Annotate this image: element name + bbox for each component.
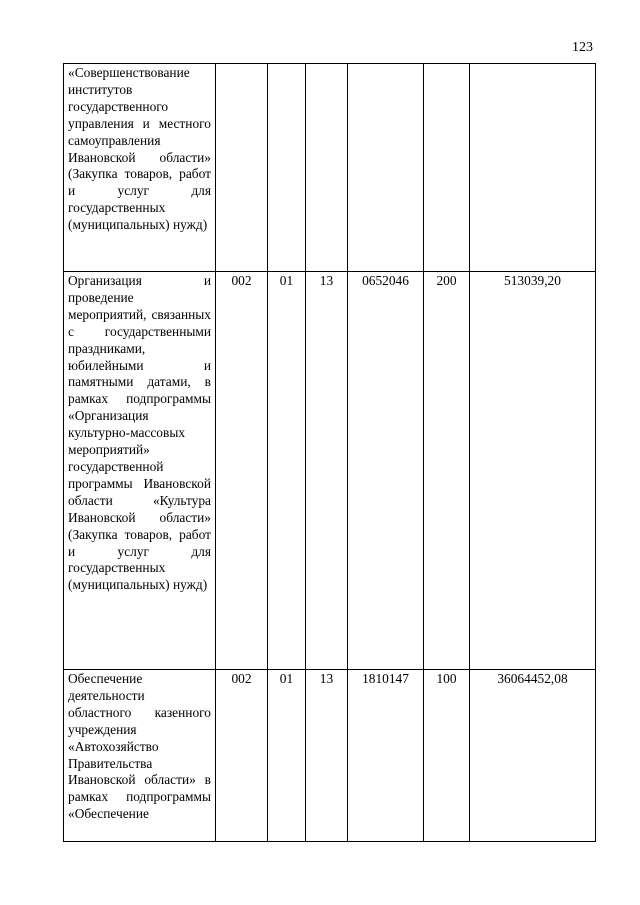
section-code (268, 64, 306, 272)
amount (470, 64, 596, 272)
amount: 36064452,08 (470, 670, 596, 842)
expense-type-code: 200 (424, 272, 470, 670)
row-description: Организация и проведение мероприятий, связанных с государственными праздниками, юбилейными и памятными датами, в рамках подпрограммы «Организация культурно-массовых мероприятий» государственной программы Ивановской области «Культура Ивановской области» (Закупка товаров, работ и услуг для государственных (муниципальных) нужд) (64, 272, 216, 670)
target-article-code: 0652046 (348, 272, 424, 670)
budget-table (63, 63, 596, 842)
expense-type-code (424, 64, 470, 272)
page-number: 123 (572, 40, 593, 55)
section-code: 01 (268, 670, 306, 842)
subsection-code: 13 (306, 670, 348, 842)
expense-type-code: 100 (424, 670, 470, 842)
target-article-code (348, 64, 424, 272)
row-description: «Совершенствование институтов государственного управления и местного самоуправления Ивановской области» (Закупка товаров, работ и услуг для государственных (муниципальных) нужд) (64, 64, 216, 272)
table-row (64, 64, 596, 272)
subsection-code: 13 (306, 272, 348, 670)
table-row (64, 272, 596, 670)
ministry-code: 002 (216, 670, 268, 842)
ministry-code: 002 (216, 272, 268, 670)
row-description: Обеспечение деятельности областного казенного учреждения «Автохозяйство Правительства Ивановской области» в рамках подпрограммы «Обеспечение (64, 670, 216, 842)
table-row (64, 670, 596, 842)
subsection-code (306, 64, 348, 272)
section-code: 01 (268, 272, 306, 670)
target-article-code: 1810147 (348, 670, 424, 842)
amount: 513039,20 (470, 272, 596, 670)
ministry-code (216, 64, 268, 272)
